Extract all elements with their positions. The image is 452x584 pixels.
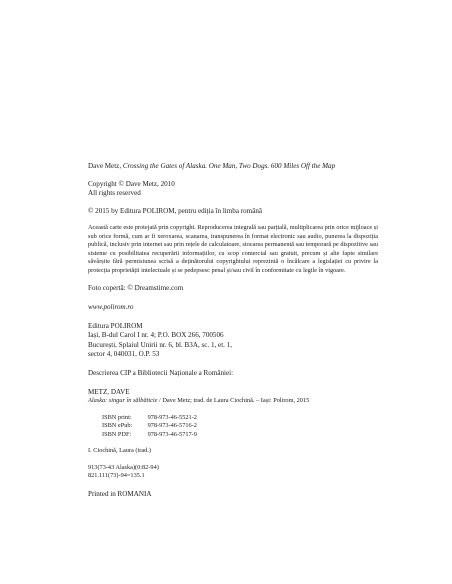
legal-notice: Această carte este protejată prin copyright. Reproducerea integrală sau parțială, multiplicarea prin orice mijloace și sub orice formă, cum ar fi xeroxarea, scanarea, transpunerea în format electronic sau audio, punerea la dispoziția publică, inclusiv prin internet sau prin rețele de calculatoare, stocarea permanentă sau temporară pe dispozitive sau sisteme cu posibilitatea recuperării informațiilor, cu scop comercial sau gratuit, precum și alte fapte similare săvârșite fără permisiunea scrisă a deținătorului copyrightului reprezintă o încălcare a legislației cu privire la protecția proprietății intelectuale și se pedepsesc penal și/sau civil în conformitate cu legile în vigoare. — [88, 224, 378, 274]
isbn-row — [102, 422, 378, 431]
printed-in: Printed in ROMANIA — [88, 489, 152, 498]
rights-reserved: All rights reserved — [88, 189, 141, 198]
isbn-label: ISBN ePub: — [102, 422, 133, 430]
isbn-label: ISBN PDF: — [102, 430, 132, 438]
cip-author: METZ, DAVE — [88, 387, 130, 396]
isbn-value: 978-973-46-5521-2 — [147, 413, 197, 421]
copyright-line: Copyright © Dave Metz, 2010 — [88, 179, 175, 188]
publisher-address-2: București, Splaiul Unirii nr. 6, bl. B3A, sc. 1, et. 1, — [88, 340, 233, 349]
publisher-address-1: Iași, B-dul Carol I nr. 4; P.O. BOX 266, 700506 — [88, 331, 224, 340]
isbn-list — [88, 414, 378, 440]
isbn-value: 978-973-46-5717-9 — [147, 430, 197, 438]
cip-translator: I. Ciochină, Laura (trad.) — [88, 447, 151, 455]
publisher-website — [88, 303, 378, 313]
website-link[interactable]: www.polirom.ro — [88, 302, 134, 311]
cip-title: Alaska: singur în sălbăticie — [88, 397, 158, 405]
isbn-row — [102, 431, 378, 440]
isbn-row — [102, 414, 378, 423]
isbn-label: ISBN print: — [102, 413, 132, 421]
isbn-value: 978-973-46-5716-2 — [147, 422, 197, 430]
original-author: Dave Metz, — [88, 162, 123, 170]
edition-notice: © 2015 by Editura POLIROM, pentru ediția în limba română — [88, 206, 263, 215]
cip-title-rest: / Dave Metz; trad. de Laura Ciochină. – Iași: Polirom, 2015 — [157, 397, 310, 405]
original-title-line — [88, 162, 378, 172]
cip-title-line — [88, 397, 378, 406]
udc-code-2: 821.111(73)-94=135.1 — [88, 472, 145, 480]
copyright-block — [88, 162, 378, 499]
original-title: Crossing the Gates of Alaska. One Man, Two Dogs. 600 Miles Off the Map — [122, 162, 336, 170]
publisher-name: Editura POLIROM — [88, 321, 143, 330]
udc-code-1: 913(73-43 Alaska)(0:82-94) — [88, 463, 159, 471]
publisher-address-3: sector 4, 040031, O.P. 53 — [88, 350, 160, 359]
cip-heading: Descrierea CIP a Bibliotecii Naționale a României: — [88, 368, 234, 377]
cover-photo-credit: Foto copertă: © Dreamstime.com — [88, 284, 184, 293]
